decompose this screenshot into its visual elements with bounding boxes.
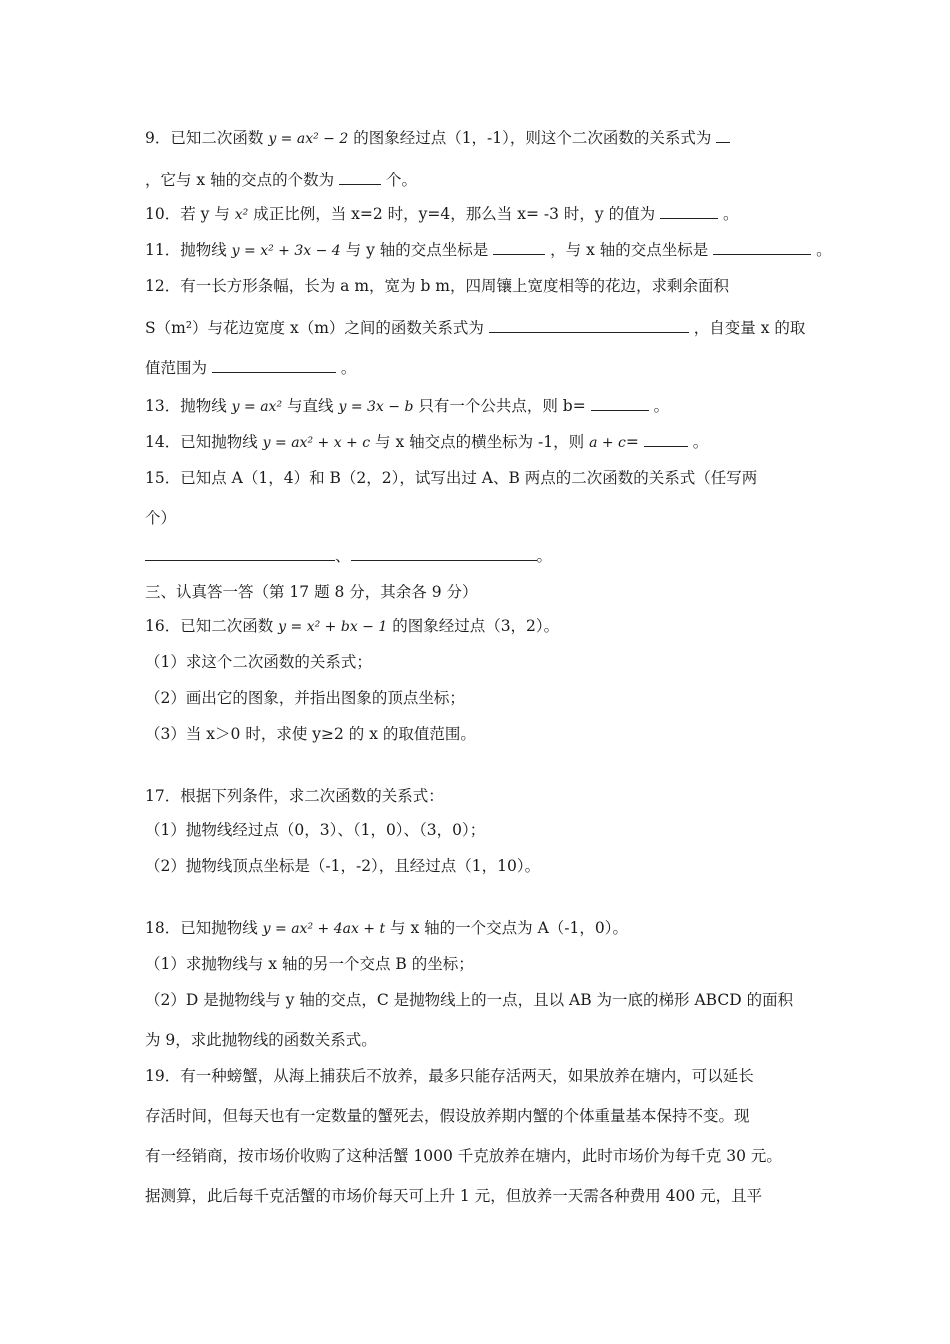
q13-text: 13．抛物线	[145, 397, 227, 415]
q14-text-4: 。	[692, 433, 709, 451]
q12-text: 12．有一长方形条幅，长为 a m，宽为 b m，四周镶上宽度相等的花边，求剩余面积	[145, 277, 729, 295]
q15-text-2: 个）	[145, 509, 177, 527]
q12-text-2: S（m²）与花边宽度 x（m）之间的函数关系式为	[145, 319, 484, 337]
q15-text-end: 。	[536, 547, 553, 565]
q10-text: 10．若 y 与	[145, 205, 230, 223]
q19-text-1: 19．有一种螃蟹，从海上捕获后不放养，最多只能存活两天，如果放养在塘内，可以延长	[145, 1067, 754, 1085]
q13-blank[interactable]	[591, 396, 649, 411]
q10-blank[interactable]	[660, 204, 718, 219]
q13-formula-2: y = 3x − b	[338, 399, 414, 415]
q11-text-3: ，与 x 轴的交点坐标是	[550, 241, 709, 259]
q18-part2	[145, 990, 793, 1010]
q9-formula: y = ax² − 2	[268, 131, 349, 147]
q10-formula: x²	[234, 207, 249, 223]
q12-blank-1[interactable]	[489, 318, 689, 333]
q11-text: 11．抛物线	[145, 241, 227, 259]
q14-text-2: 与 x 轴交点的横坐标为 -1，则	[375, 433, 585, 451]
q9-text-4: 个。	[385, 171, 417, 189]
q13-line	[145, 396, 669, 417]
q15-line3	[145, 546, 552, 566]
q17-part1-text: （1）抛物线经过点（0，3）、（1，0）、（3，0）；	[145, 821, 486, 839]
q12-text-3: ，自变量 x 的取	[693, 319, 806, 337]
q13-text-3: 只有一个公共点，则 b=	[418, 397, 586, 415]
q18-part1	[145, 954, 474, 974]
q13-text-2: 与直线	[287, 397, 334, 415]
q14-line	[145, 432, 708, 453]
q14-formula-1: y = ax² + x + c	[262, 435, 371, 451]
q16-part1-text: （1）求这个二次函数的关系式；	[145, 653, 372, 671]
q18-formula: y = ax² + 4ax + t	[262, 921, 386, 937]
q17-part1	[145, 820, 485, 840]
q17-line	[145, 786, 444, 806]
q17-text: 17．根据下列条件，求二次函数的关系式：	[145, 787, 444, 805]
q16-text: 16．已知二次函数	[145, 617, 274, 635]
q16-line	[145, 616, 559, 637]
q11-text-4: 。	[816, 241, 832, 259]
q19-line2	[145, 1106, 750, 1126]
q15-blank-1[interactable]	[145, 546, 335, 561]
q9-line1	[145, 128, 730, 149]
q15-separator: 、	[335, 547, 351, 565]
q15-text: 15．已知点 A（1，4）和 B（2，2），试写出过 A、B 两点的二次函数的关系式（任写两	[145, 469, 758, 487]
q18-line	[145, 918, 628, 939]
q18-part1-text: （1）求抛物线与 x 轴的另一个交点 B 的坐标；	[145, 955, 474, 973]
q12-line3	[145, 358, 356, 378]
q11-formula: y = x² + 3x − 4	[231, 243, 341, 259]
q11-blank-2[interactable]	[713, 240, 811, 255]
q14-blank[interactable]	[644, 432, 688, 447]
q9-line2	[145, 170, 417, 190]
q18-text: 18．已知抛物线	[145, 919, 258, 937]
q19-text-2: 存活时间，但每天也有一定数量的蟹死去，假设放养期内蟹的个体重量基本保持不变。现	[145, 1107, 750, 1125]
q13-text-4: 。	[653, 397, 670, 415]
q11-text-2: 与 y 轴的交点坐标是	[345, 241, 489, 259]
q16-part1	[145, 652, 372, 672]
q16-part2-text: （2）画出它的图象，并指出图象的顶点坐标；	[145, 689, 465, 707]
q9-text-2: 的图象经过点（1，-1），则这个二次函数的关系式为	[353, 129, 712, 147]
q9-text: 9．已知二次函数	[145, 129, 264, 147]
q12-line1	[145, 276, 729, 296]
q16-text-2: 的图象经过点（3，2）。	[392, 617, 560, 635]
q12-blank-2[interactable]	[212, 358, 336, 373]
q19-line4	[145, 1186, 762, 1206]
q19-text-4: 据测算，此后每千克活蟹的市场价每天可上升 1 元，但放养一天需各种费用 400 元，且平	[145, 1187, 763, 1205]
q9-blank-2[interactable]	[339, 170, 381, 185]
q17-part2-text: （2）抛物线顶点坐标是（-1，-2），且经过点（1，10）。	[145, 857, 541, 875]
q17-part2	[145, 856, 540, 876]
q19-text-3: 有一经销商，按市场价收购了这种活蟹 1000 千克放养在塘内，此时市场价为每千克 30 元。	[145, 1147, 782, 1165]
q18-part3	[145, 1030, 377, 1050]
q12-line2	[145, 318, 805, 338]
q12-text-4: 值范围为	[145, 359, 208, 377]
section-heading	[145, 582, 478, 602]
q15-blank-2[interactable]	[351, 546, 537, 561]
q11-line	[145, 240, 832, 261]
q18-part3-text: 为 9，求此抛物线的函数关系式。	[145, 1031, 377, 1049]
q12-text-5: 。	[340, 359, 357, 377]
q14-text: 14．已知抛物线	[145, 433, 258, 451]
q19-line1	[145, 1066, 754, 1086]
q18-text-2: 与 x 轴的一个交点为 A（-1，0）。	[390, 919, 628, 937]
q14-formula-2: a + c	[589, 435, 626, 451]
q18-part2-text: （2）D 是抛物线与 y 轴的交点，C 是抛物线上的一点，且以 AB 为一底的梯形 ABCD 的面积	[145, 991, 794, 1009]
q16-part3	[145, 724, 476, 744]
q15-line1	[145, 468, 757, 488]
q16-formula: y = x² + bx − 1	[278, 619, 388, 635]
q11-blank-1[interactable]	[493, 240, 545, 255]
q13-formula-1: y = ax²	[231, 399, 283, 415]
q10-text-3: 。	[722, 205, 739, 223]
q19-line3	[145, 1146, 782, 1166]
q14-text-3: =	[625, 433, 639, 451]
q9-blank-1[interactable]	[716, 128, 730, 143]
q9-text-3: ，它与 x 轴的交点的个数为	[145, 171, 335, 189]
q16-part2	[145, 688, 465, 708]
q16-part3-text: （3）当 x＞0 时，求使 y≥2 的 x 的取值范围。	[145, 725, 476, 743]
q10-line	[145, 204, 738, 225]
section-3-title: 三、认真答一答（第 17 题 8 分，其余各 9 分）	[145, 583, 478, 601]
q10-text-2: 成正比例，当 x=2 时，y=4，那么当 x= -3 时，y 的值为	[253, 205, 656, 223]
q15-line2	[145, 508, 176, 528]
